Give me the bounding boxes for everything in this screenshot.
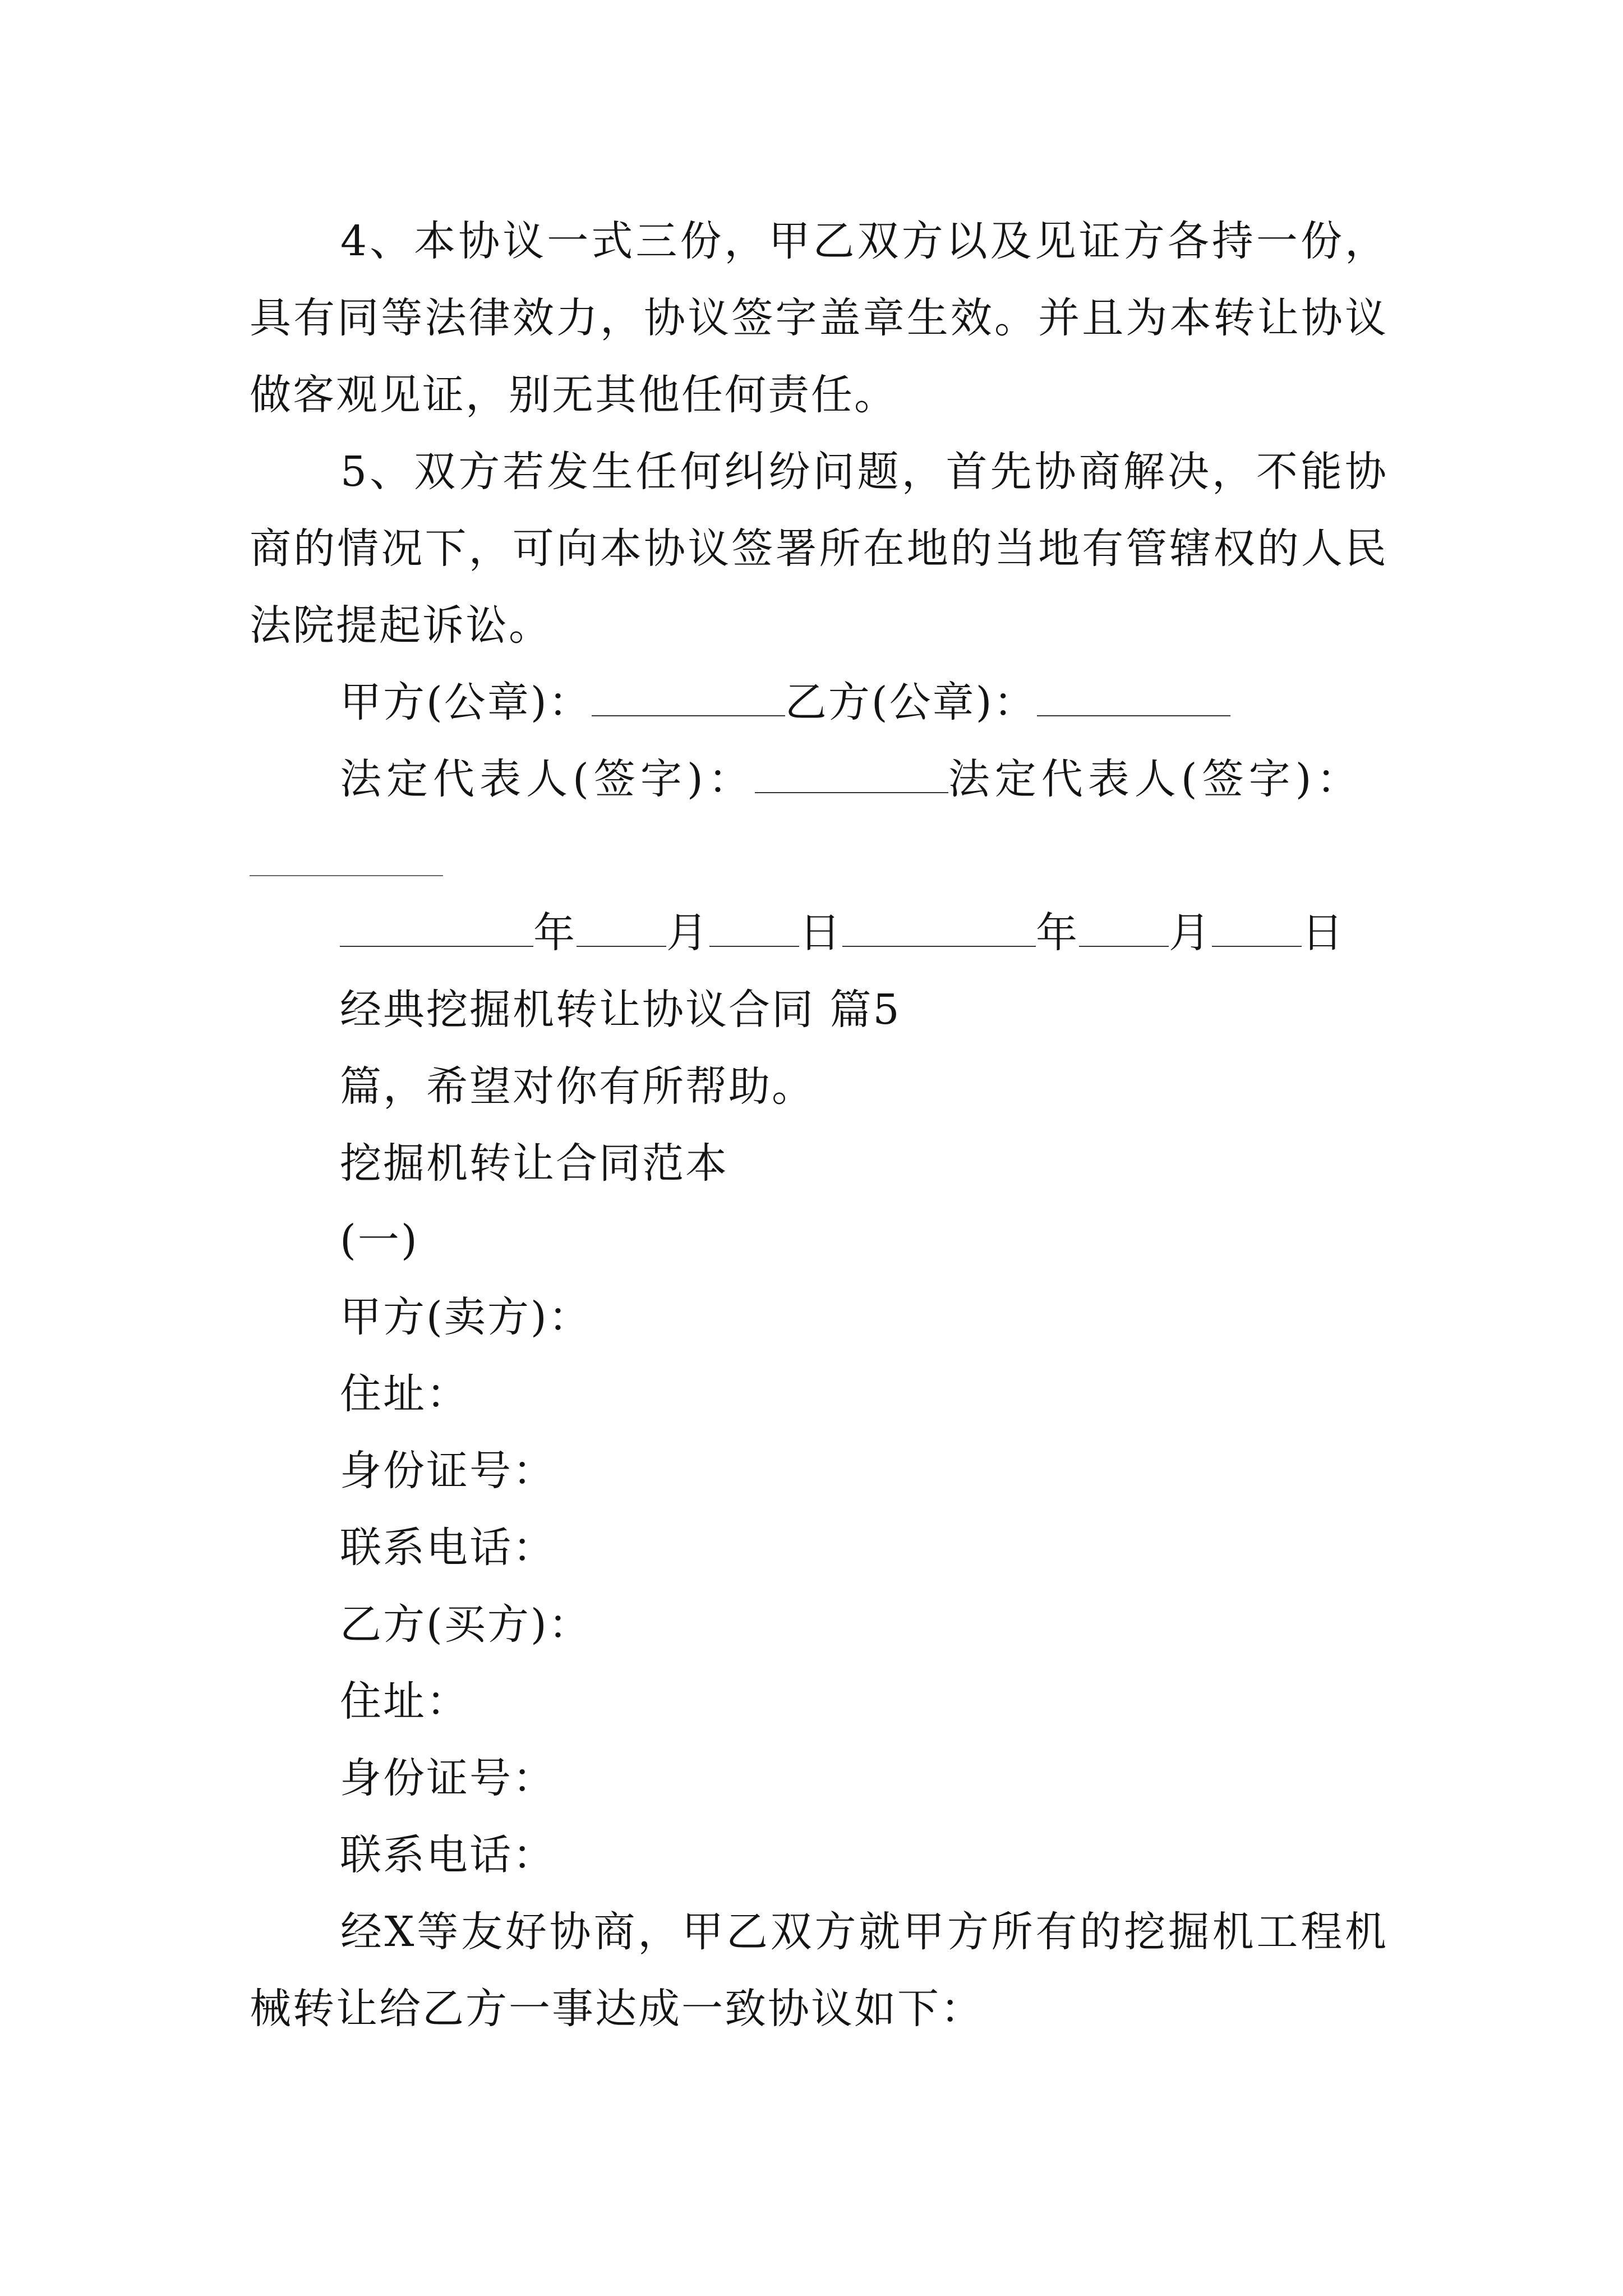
section-intro: 篇，希望对你有所帮助。 xyxy=(340,1062,815,1111)
section-number: (一) xyxy=(340,1216,419,1264)
rep-a-blank xyxy=(755,758,948,793)
buyer-address: 住址： xyxy=(340,1677,469,1726)
day-a-label: 日 xyxy=(799,909,842,957)
year-b-label: 年 xyxy=(1036,909,1079,957)
seller-phone: 联系电话： xyxy=(340,1524,556,1572)
rep-b-blank xyxy=(250,875,443,876)
buyer-id-number: 身份证号： xyxy=(340,1754,556,1802)
seller-address: 住址： xyxy=(340,1370,469,1418)
party-b-seal-label: 乙方(公章)： xyxy=(785,678,1037,726)
party-a-seal-label: 甲方(公章)： xyxy=(340,678,592,726)
clause-5: 5、双方若发生任何纠纷问题，首先协商解决，不能协商的情况下，可向本协议签署所在地的当地有管辖权的人民法院提起诉讼。 xyxy=(250,448,1388,650)
day-a-blank xyxy=(709,912,799,947)
day-b-blank xyxy=(1212,912,1302,947)
rep-a-label: 法定代表人(签字)： xyxy=(340,755,755,803)
date-line xyxy=(340,895,1345,972)
year-a-label: 年 xyxy=(533,909,577,957)
section-heading: 经典挖掘机转让协议合同 篇5 xyxy=(340,986,901,1034)
month-b-label: 月 xyxy=(1169,909,1212,957)
seller-id-number: 身份证号： xyxy=(340,1447,556,1495)
buyer-phone: 联系电话： xyxy=(340,1831,556,1879)
day-b-label: 日 xyxy=(1302,909,1345,957)
seller-label: 甲方(卖方)： xyxy=(340,1293,592,1341)
seal-line xyxy=(340,664,1230,741)
representative-line xyxy=(340,741,1363,818)
rep-b-label: 法定代表人(签字)： xyxy=(948,755,1363,803)
month-a-blank xyxy=(577,912,666,947)
month-b-blank xyxy=(1079,912,1169,947)
buyer-label: 乙方(买方)： xyxy=(340,1600,592,1649)
clause-4: 4、本协议一式三份，甲乙双方以及见证方各持一份，具有同等法律效力，协议签字盖章生效。并且为本转让协议做客观见证，别无其他任何责任。 xyxy=(250,217,1388,419)
year-b-blank xyxy=(842,912,1036,947)
month-a-label: 月 xyxy=(666,909,709,957)
template-title: 挖掘机转让合同范本 xyxy=(340,1139,728,1188)
party-b-seal-blank xyxy=(1037,682,1230,716)
agreement-intro: 经X等友好协商，甲乙双方就甲方所有的挖掘机工程机械转让给乙方一事达成一致协议如下： xyxy=(250,1908,1388,2033)
year-a-blank xyxy=(340,912,533,947)
party-a-seal-blank xyxy=(592,682,785,716)
